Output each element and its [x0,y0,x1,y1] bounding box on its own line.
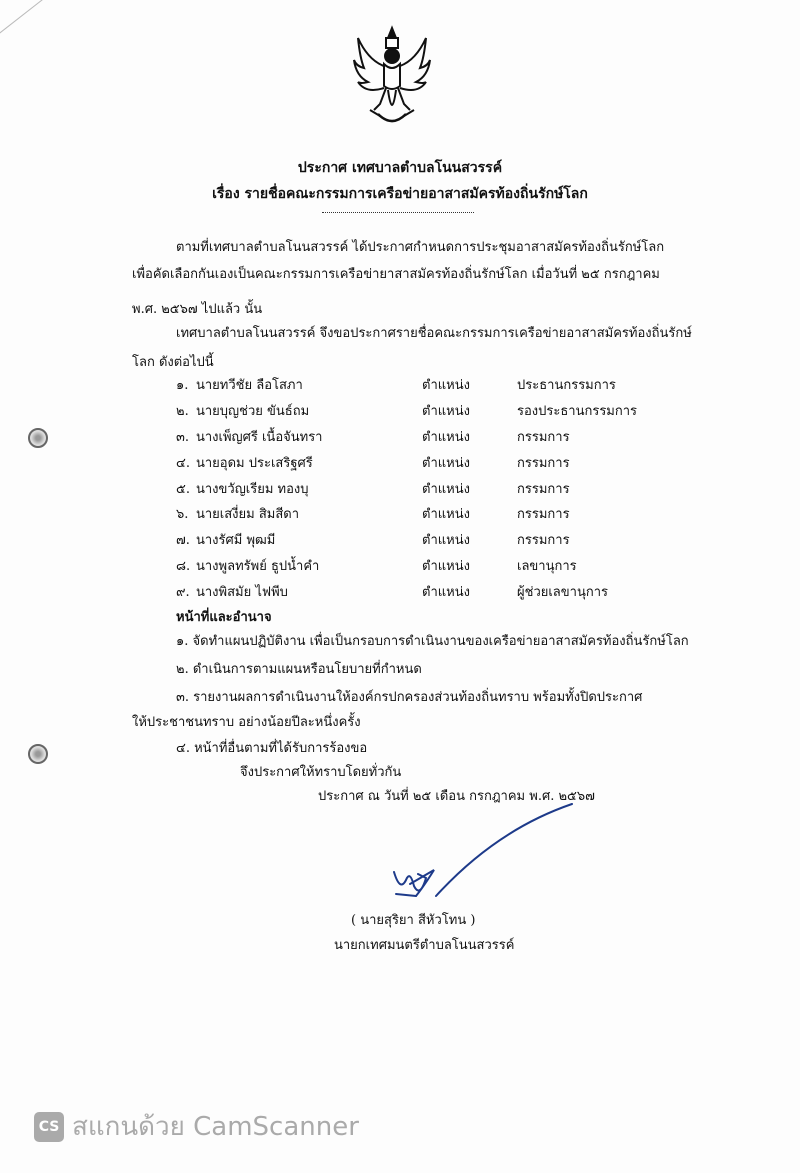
member-position-label: ตำแหน่ง [422,584,470,600]
duty-item-1: ๑. จัดทำแผนปฏิบัติงาน เพื่อเป็นกรอบการดำเนินงานของเครือข่ายอาสาสมัครท้องถิ่นรักษ์โลก [176,634,689,649]
member-position-label: ตำแหน่ง [422,558,470,574]
member-role: กรรมการ [517,507,570,523]
member-name: นางพิสมัย ไฟพีบ [196,584,288,600]
signature-image [376,800,576,910]
duty-item-3-line-1: ๓. รายงานผลการดำเนินงานให้องค์กรปกครองส่วนท้องถิ่นทราบ พร้อมทั้งปิดประกาศ [176,690,643,705]
member-number: ๘. [176,558,191,574]
paragraph-2-line-1: เทศบาลตำบลโนนสวรรค์ จึงขอประกาศรายชื่อคณะกรรมการเครือข่ายอาสาสมัครท้องถิ่นรักษ์ [176,326,692,341]
member-name: นายบุญช่วย ขันธ์ถม [196,404,310,420]
member-role: กรรมการ [517,481,570,497]
member-row [176,501,656,527]
punch-hole-icon [28,428,48,448]
garuda-emblem-icon [350,24,434,132]
duty-item-2: ๒. ดำเนินการตามแผนหรือนโยบายที่กำหนด [176,662,422,677]
member-list [176,372,656,604]
member-number: ๗. [176,533,190,549]
duties-heading: หน้าที่และอำนาจ [176,610,272,625]
member-number: ๙. [176,584,190,600]
announcement-subject: เรื่อง รายชื่อคณะกรรมการเครือข่ายอาสาสมัครท้องถิ่นรักษ์โลก [212,186,588,202]
member-number: ๓. [176,429,190,445]
member-position-label: ตำแหน่ง [422,378,470,394]
signer-title: นายกเทศมนตรีตำบลโนนสวรรค์ [334,938,515,953]
watermark-text: สแกนด้วย CamScanner [72,1112,359,1142]
paragraph-1-line-3: พ.ศ. ๒๕๖๗ ไปแล้ว นั้น [132,302,263,317]
scan-edge-line [0,0,109,41]
announcement-title: ประกาศ เทศบาลตำบลโนนสวรรค์ [297,160,503,176]
member-row [176,449,656,475]
member-row [176,578,656,604]
member-role: รองประธานกรรมการ [517,404,638,420]
member-role: ผู้ช่วยเลขานุการ [517,584,608,600]
member-name: นางเพ็ญศรี เนื้อจันทรา [196,429,323,445]
member-name: นายอุดม ประเสริฐศรี [196,455,313,471]
member-number: ๑. [176,378,189,394]
member-number: ๔. [176,455,190,471]
member-position-label: ตำแหน่ง [422,404,470,420]
member-position-label: ตำแหน่ง [422,507,470,523]
member-row [176,553,656,579]
member-number: ๖. [176,507,189,523]
member-role: กรรมการ [517,455,570,471]
announcement-date: ประกาศ ณ วันที่ ๒๕ เดือน กรกฎาคม พ.ศ. ๒๕๖๗ [318,789,595,804]
member-row [176,527,656,553]
closing-announcement: จึงประกาศให้ทราบโดยทั่วกัน [240,765,402,780]
member-role: กรรมการ [517,533,570,549]
member-row [176,398,656,424]
member-position-label: ตำแหน่ง [422,533,470,549]
member-row [176,475,656,501]
duty-item-4: ๔. หน้าที่อื่นตามที่ได้รับการร้องขอ [176,741,368,756]
duty-item-3-line-2: ให้ประชาชนทราบ อย่างน้อยปีละหนึ่งครั้ง [132,715,361,730]
member-position-label: ตำแหน่ง [422,481,470,497]
member-row [176,372,656,398]
punch-hole-icon [28,744,48,764]
member-role: ประธานกรรมการ [517,378,616,394]
member-position-label: ตำแหน่ง [422,455,470,471]
dotted-divider [322,212,474,213]
member-name: นางขวัญเรียม ทองบุ [196,481,309,497]
member-role: เลขานุการ [517,558,577,574]
member-number: ๒. [176,404,189,420]
signer-name: ( นายสุริยา สีหัวโทน ) [351,913,476,928]
member-name: นางพูลทรัพย์ ธูปน้ำคำ [196,558,320,574]
member-name: นายทวีชัย ลือโสภา [196,378,303,394]
paragraph-1-line-2: เพื่อคัดเลือกกันเองเป็นคณะกรรมการเครือข่ายาสาสมัครท้องถิ่นรักษ์โลก เมื่อวันที่ ๒๕ กรกฎาคม [132,267,660,282]
member-position-label: ตำแหน่ง [422,429,470,445]
paragraph-2-line-2: โลก ดังต่อไปนี้ [132,355,214,370]
member-name: นายเสงี่ยม สิมสีดา [196,507,300,523]
member-role: กรรมการ [517,429,570,445]
member-name: นางรัศมี พุฒมี [196,533,276,549]
member-row [176,424,656,450]
camscanner-watermark [34,1106,359,1147]
member-number: ๕. [176,481,190,497]
paragraph-1-line-1: ตามที่เทศบาลตำบลโนนสวรรค์ ได้ประกาศกำหนดการประชุมอาสาสมัครท้องถิ่นรักษ์โลก [176,240,665,255]
camscanner-logo-icon: CS [34,1112,64,1142]
